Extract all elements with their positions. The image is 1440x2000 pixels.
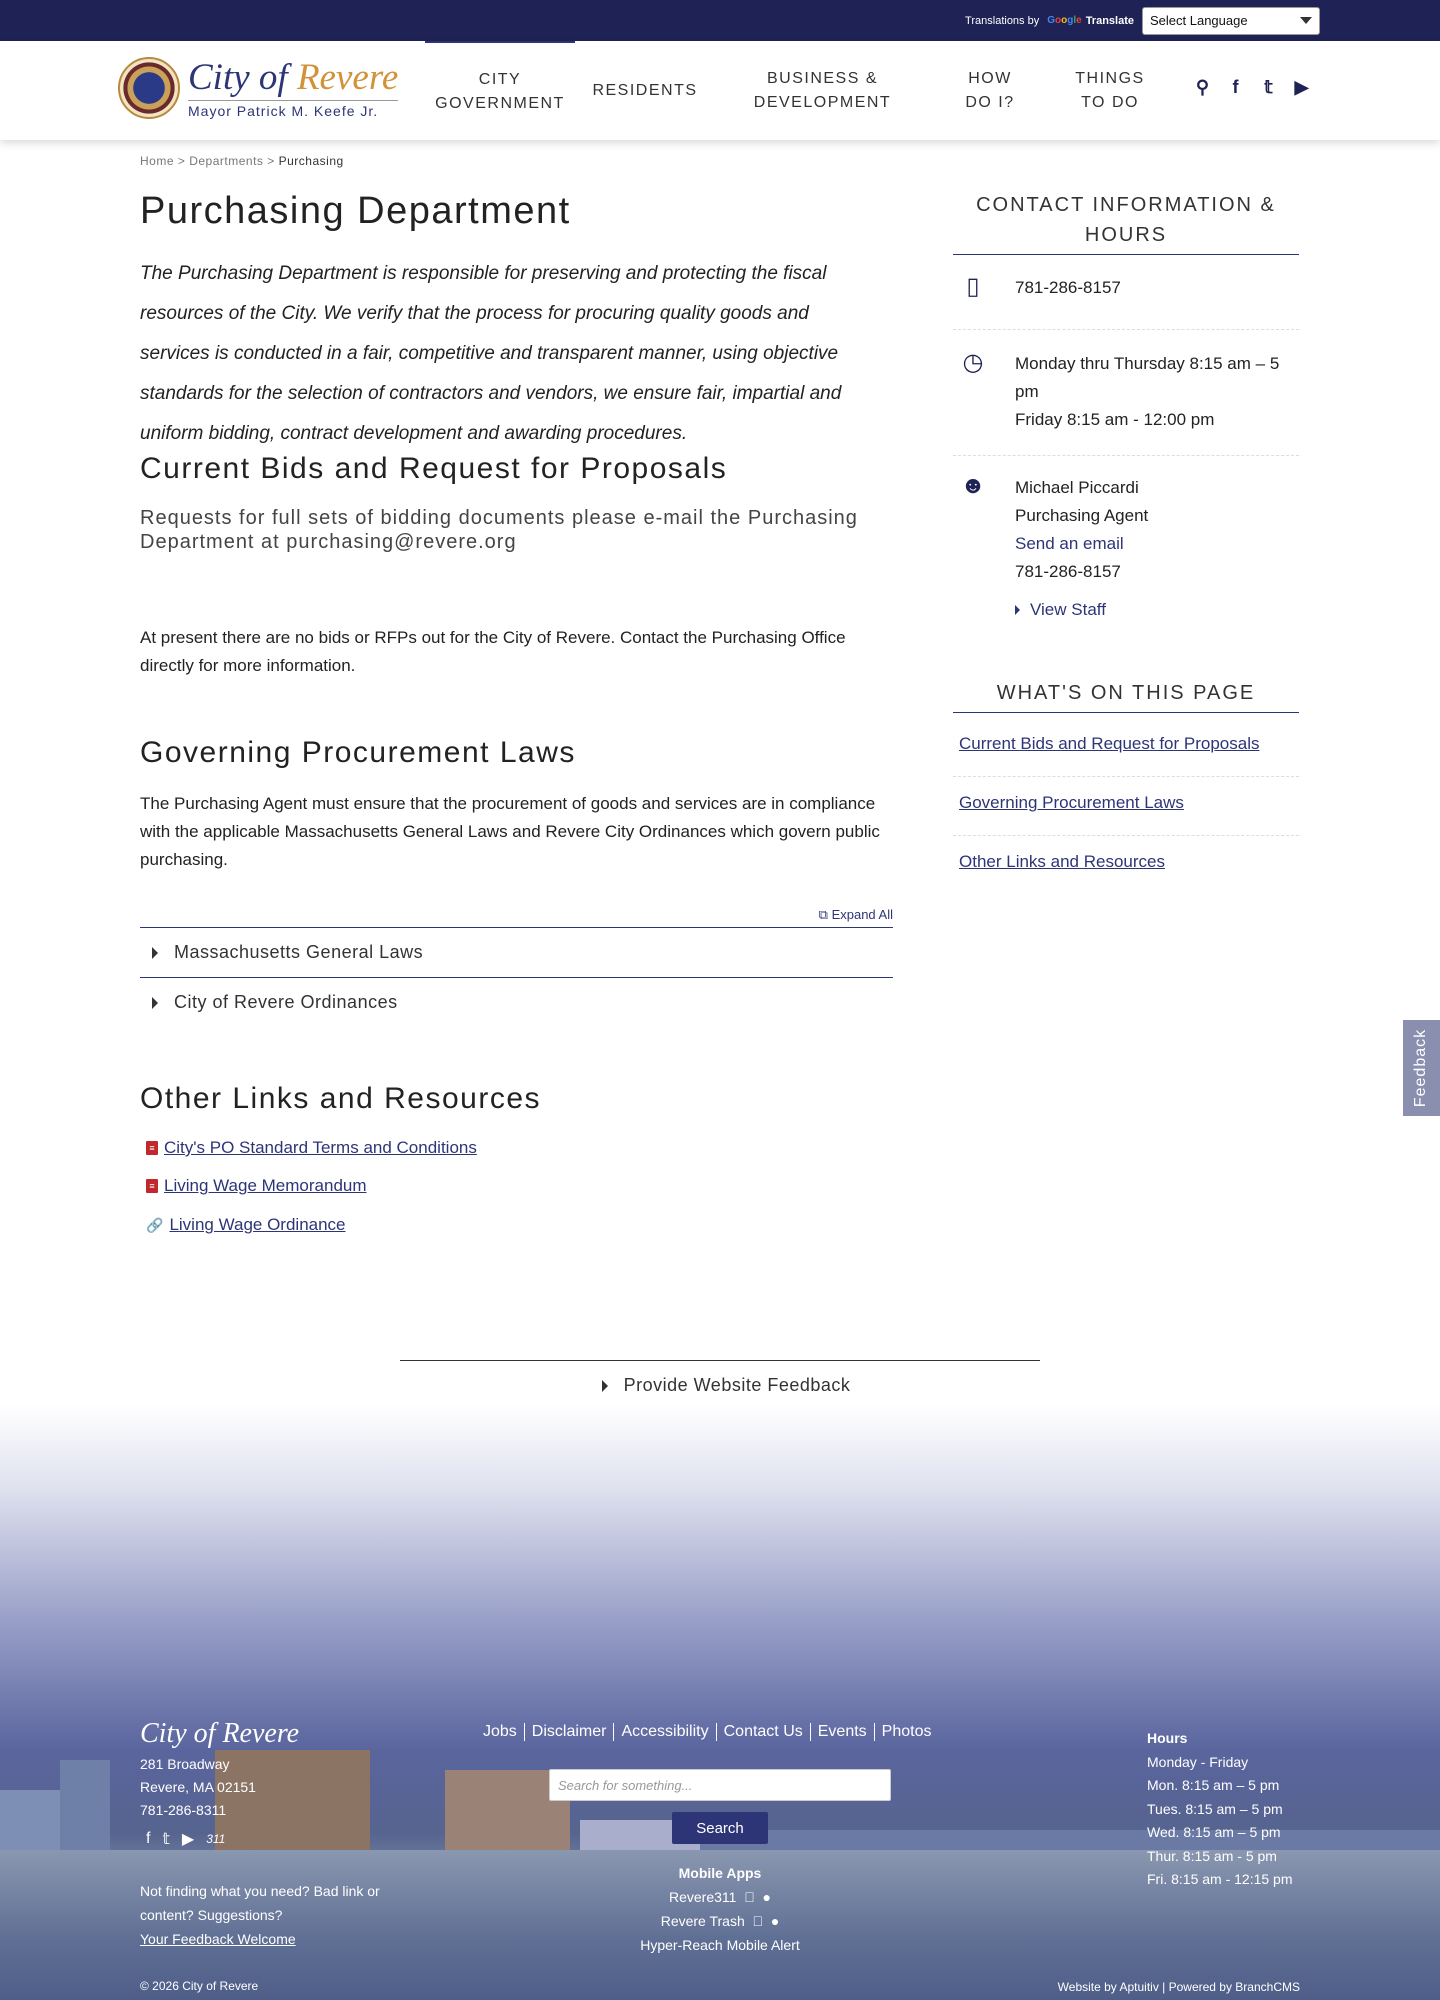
- facebook-icon[interactable]: f: [146, 1830, 151, 1847]
- toc-row: [953, 777, 1299, 836]
- header-icons: [1193, 77, 1311, 98]
- provide-feedback-toggle[interactable]: Provide Website Feedback: [400, 1360, 1040, 1410]
- twitter-icon[interactable]: 𝕥: [1264, 77, 1273, 97]
- user-circle-icon: ☻: [960, 472, 986, 499]
- youtube-icon[interactable]: ▶: [181, 1831, 195, 1848]
- laws-heading: Governing Procurement Laws: [140, 736, 576, 769]
- breadcrumb-departments[interactable]: Departments: [189, 154, 264, 168]
- pdf-icon: ≡: [146, 1141, 158, 1155]
- person-name: Michael Piccardi: [1015, 478, 1139, 497]
- person-title: Purchasing Agent: [1015, 506, 1149, 525]
- footer-search-input[interactable]: Search for something...: [549, 1769, 891, 1801]
- send-email-link[interactable]: Send an email: [1015, 534, 1124, 553]
- site-logo[interactable]: [118, 57, 398, 119]
- contact-phone[interactable]: 781-286-8157: [1015, 278, 1121, 297]
- expand-icon: ⧉: [818, 907, 828, 922]
- link-icon: 🔗: [146, 1216, 164, 1233]
- accordion-ma-general-laws[interactable]: Massachusetts General Laws: [140, 927, 893, 977]
- resource-link[interactable]: 🔗 Living Wage Ordinance: [146, 1215, 346, 1234]
- contact-heading: CONTACT INFORMATION & HOURS: [953, 190, 1299, 255]
- contact-hours: Monday thru Thursday 8:15 am – 5 pm Friday 8:15 am - 12:00 pm: [1015, 354, 1280, 429]
- contact-person-row: [953, 456, 1299, 636]
- feedback-tab[interactable]: Feedback: [1403, 1020, 1440, 1116]
- nav-residents[interactable]: RESIDENTS: [592, 81, 698, 99]
- footer-address: 281 Broadway Revere, MA 02151 781-286-8311: [140, 1756, 256, 1818]
- footer-social: [146, 1829, 225, 1849]
- contact-hours-row: [953, 330, 1299, 456]
- breadcrumb-current: Purchasing: [278, 154, 344, 168]
- search-icon[interactable]: ⚲: [1195, 77, 1210, 97]
- pdf-icon: ≡: [146, 1179, 158, 1193]
- footer-links: [483, 1723, 938, 1741]
- caret-right-icon: [152, 997, 158, 1009]
- resource-link[interactable]: ≡ City's PO Standard Terms and Conditions: [146, 1138, 477, 1158]
- bids-heading: Current Bids and Request for Proposals: [140, 452, 728, 485]
- youtube-icon[interactable]: ▶: [1294, 77, 1309, 97]
- caret-down-icon: [1300, 17, 1312, 24]
- footer-link-events[interactable]: Events: [811, 1723, 875, 1741]
- nav-things-to-do[interactable]: THINGS TO DO: [1075, 69, 1145, 111]
- accordion-revere-ordinances[interactable]: City of Revere Ordinances: [140, 977, 893, 1027]
- app-revere-trash[interactable]: Revere Trash ●: [570, 1913, 870, 1929]
- google-logo: Google: [1047, 15, 1082, 26]
- bids-subheading: Requests for full sets of bidding documents please e-mail the Purchasing Department at purchasing@revere.org: [140, 507, 858, 553]
- footer-help: Not finding what you need? Bad link or content? Suggestions? Your Feedback Welcome: [140, 1883, 380, 1947]
- language-select-value: Select Language: [1150, 13, 1248, 28]
- links-heading: Other Links and Resources: [140, 1082, 542, 1115]
- phone-icon: ▯: [966, 273, 980, 300]
- contact-person: [1015, 474, 1148, 624]
- footer-link-disclaimer[interactable]: Disclaimer: [525, 1723, 615, 1741]
- nav-how-do-i[interactable]: HOW DO I?: [965, 69, 1015, 111]
- apple-icon: [757, 1913, 762, 1929]
- footer-logo[interactable]: City of Revere: [140, 1718, 300, 1749]
- app-revere311[interactable]: Revere311 ●: [570, 1889, 870, 1905]
- nav-city-government[interactable]: CITY GOVERNMENT: [425, 41, 575, 140]
- breadcrumb-home[interactable]: Home: [140, 154, 175, 168]
- logo-wordmark: City of Revere: [188, 58, 398, 101]
- toc-row: [953, 836, 1299, 876]
- toc-heading: WHAT'S ON THIS PAGE: [953, 678, 1299, 713]
- footer-link-jobs[interactable]: Jobs: [483, 1723, 525, 1741]
- language-select[interactable]: [1142, 7, 1320, 35]
- toc-link-laws[interactable]: Governing Procurement Laws: [959, 793, 1184, 812]
- contact-phone-row: [953, 256, 1299, 330]
- footer-link-contact[interactable]: Contact Us: [717, 1723, 811, 1741]
- translations-by-label: Translations by: [965, 14, 1040, 27]
- caret-right-icon: [152, 947, 158, 959]
- footer-hours: Hours Monday - Friday Mon. 8:15 am – 5 pm Tues. 8:15 am – 5 pm Wed. 8:15 am – 5 pm Thur. 8:15 am - 5 pm Fri. 8:15 am - 12:15 pm: [1147, 1730, 1293, 1887]
- breadcrumb: Home > Departments > Purchasing: [140, 154, 344, 168]
- caret-right-icon: [602, 1380, 608, 1392]
- mobile-apps-heading: Mobile Apps: [678, 1865, 762, 1881]
- copyright: © 2026 City of Revere: [140, 1979, 259, 1993]
- translate-label: Translate: [1085, 14, 1134, 27]
- feedback-welcome-link[interactable]: Your Feedback Welcome: [140, 1931, 296, 1947]
- clock-icon: ◷: [962, 349, 984, 376]
- app-hyper-reach[interactable]: Hyper-Reach Mobile Alert: [640, 1937, 800, 1953]
- caret-right-icon: [1015, 605, 1020, 615]
- footer-link-photos[interactable]: Photos: [881, 1723, 932, 1740]
- nav-business-development[interactable]: BUSINESS & DEVELOPMENT: [753, 69, 892, 111]
- facebook-icon[interactable]: f: [1232, 77, 1239, 97]
- expand-all-button[interactable]: ⧉ Expand All: [818, 907, 893, 922]
- footer-search-button[interactable]: Search: [672, 1812, 768, 1844]
- apple-icon: [749, 1889, 754, 1905]
- revere311-icon[interactable]: 311: [206, 1832, 226, 1846]
- city-seal-icon: [118, 57, 180, 119]
- site-header: [0, 41, 1440, 140]
- translate-bar: [0, 0, 1440, 41]
- footer-link-accessibility[interactable]: Accessibility: [614, 1723, 716, 1741]
- toc-row: [953, 718, 1299, 777]
- toc-link-resources[interactable]: Other Links and Resources: [959, 852, 1165, 871]
- main-nav: [425, 41, 1170, 140]
- twitter-icon[interactable]: 𝕥: [162, 1831, 170, 1848]
- person-phone[interactable]: 781-286-8157: [1015, 562, 1121, 581]
- logo-subtitle: Mayor Patrick M. Keefe Jr.: [188, 102, 379, 119]
- intro-text: The Purchasing Department is responsible for preserving and protecting the fiscal resources of the City. We verify that the process for procuring quality goods and services is conducted in a fair, competitive and transparent manner, using objective standards for the selection of contractors and vendors, we ensure fair, impartial and uniform bidding, contract development and awarding procedures.: [140, 263, 842, 444]
- site-credit[interactable]: Website by Aptuitiv | Powered by BranchCMS: [1057, 1980, 1300, 1994]
- view-staff-toggle[interactable]: View Staff: [1015, 596, 1148, 624]
- laws-text: The Purchasing Agent must ensure that the procurement of goods and services are in compliance with the applicable Massachusetts General Laws and Revere City Ordinances which govern public purchasing.: [140, 794, 880, 869]
- toc-link-bids[interactable]: Current Bids and Request for Proposals: [959, 734, 1260, 753]
- page-title: Purchasing Department: [140, 190, 571, 232]
- resource-link[interactable]: ≡ Living Wage Memorandum: [146, 1176, 367, 1196]
- bids-text: At present there are no bids or RFPs out for the City of Revere. Contact the Purchasing Office directly for more information.: [140, 628, 846, 675]
- android-icon: ●: [765, 1913, 775, 1929]
- android-icon: ●: [757, 1889, 766, 1905]
